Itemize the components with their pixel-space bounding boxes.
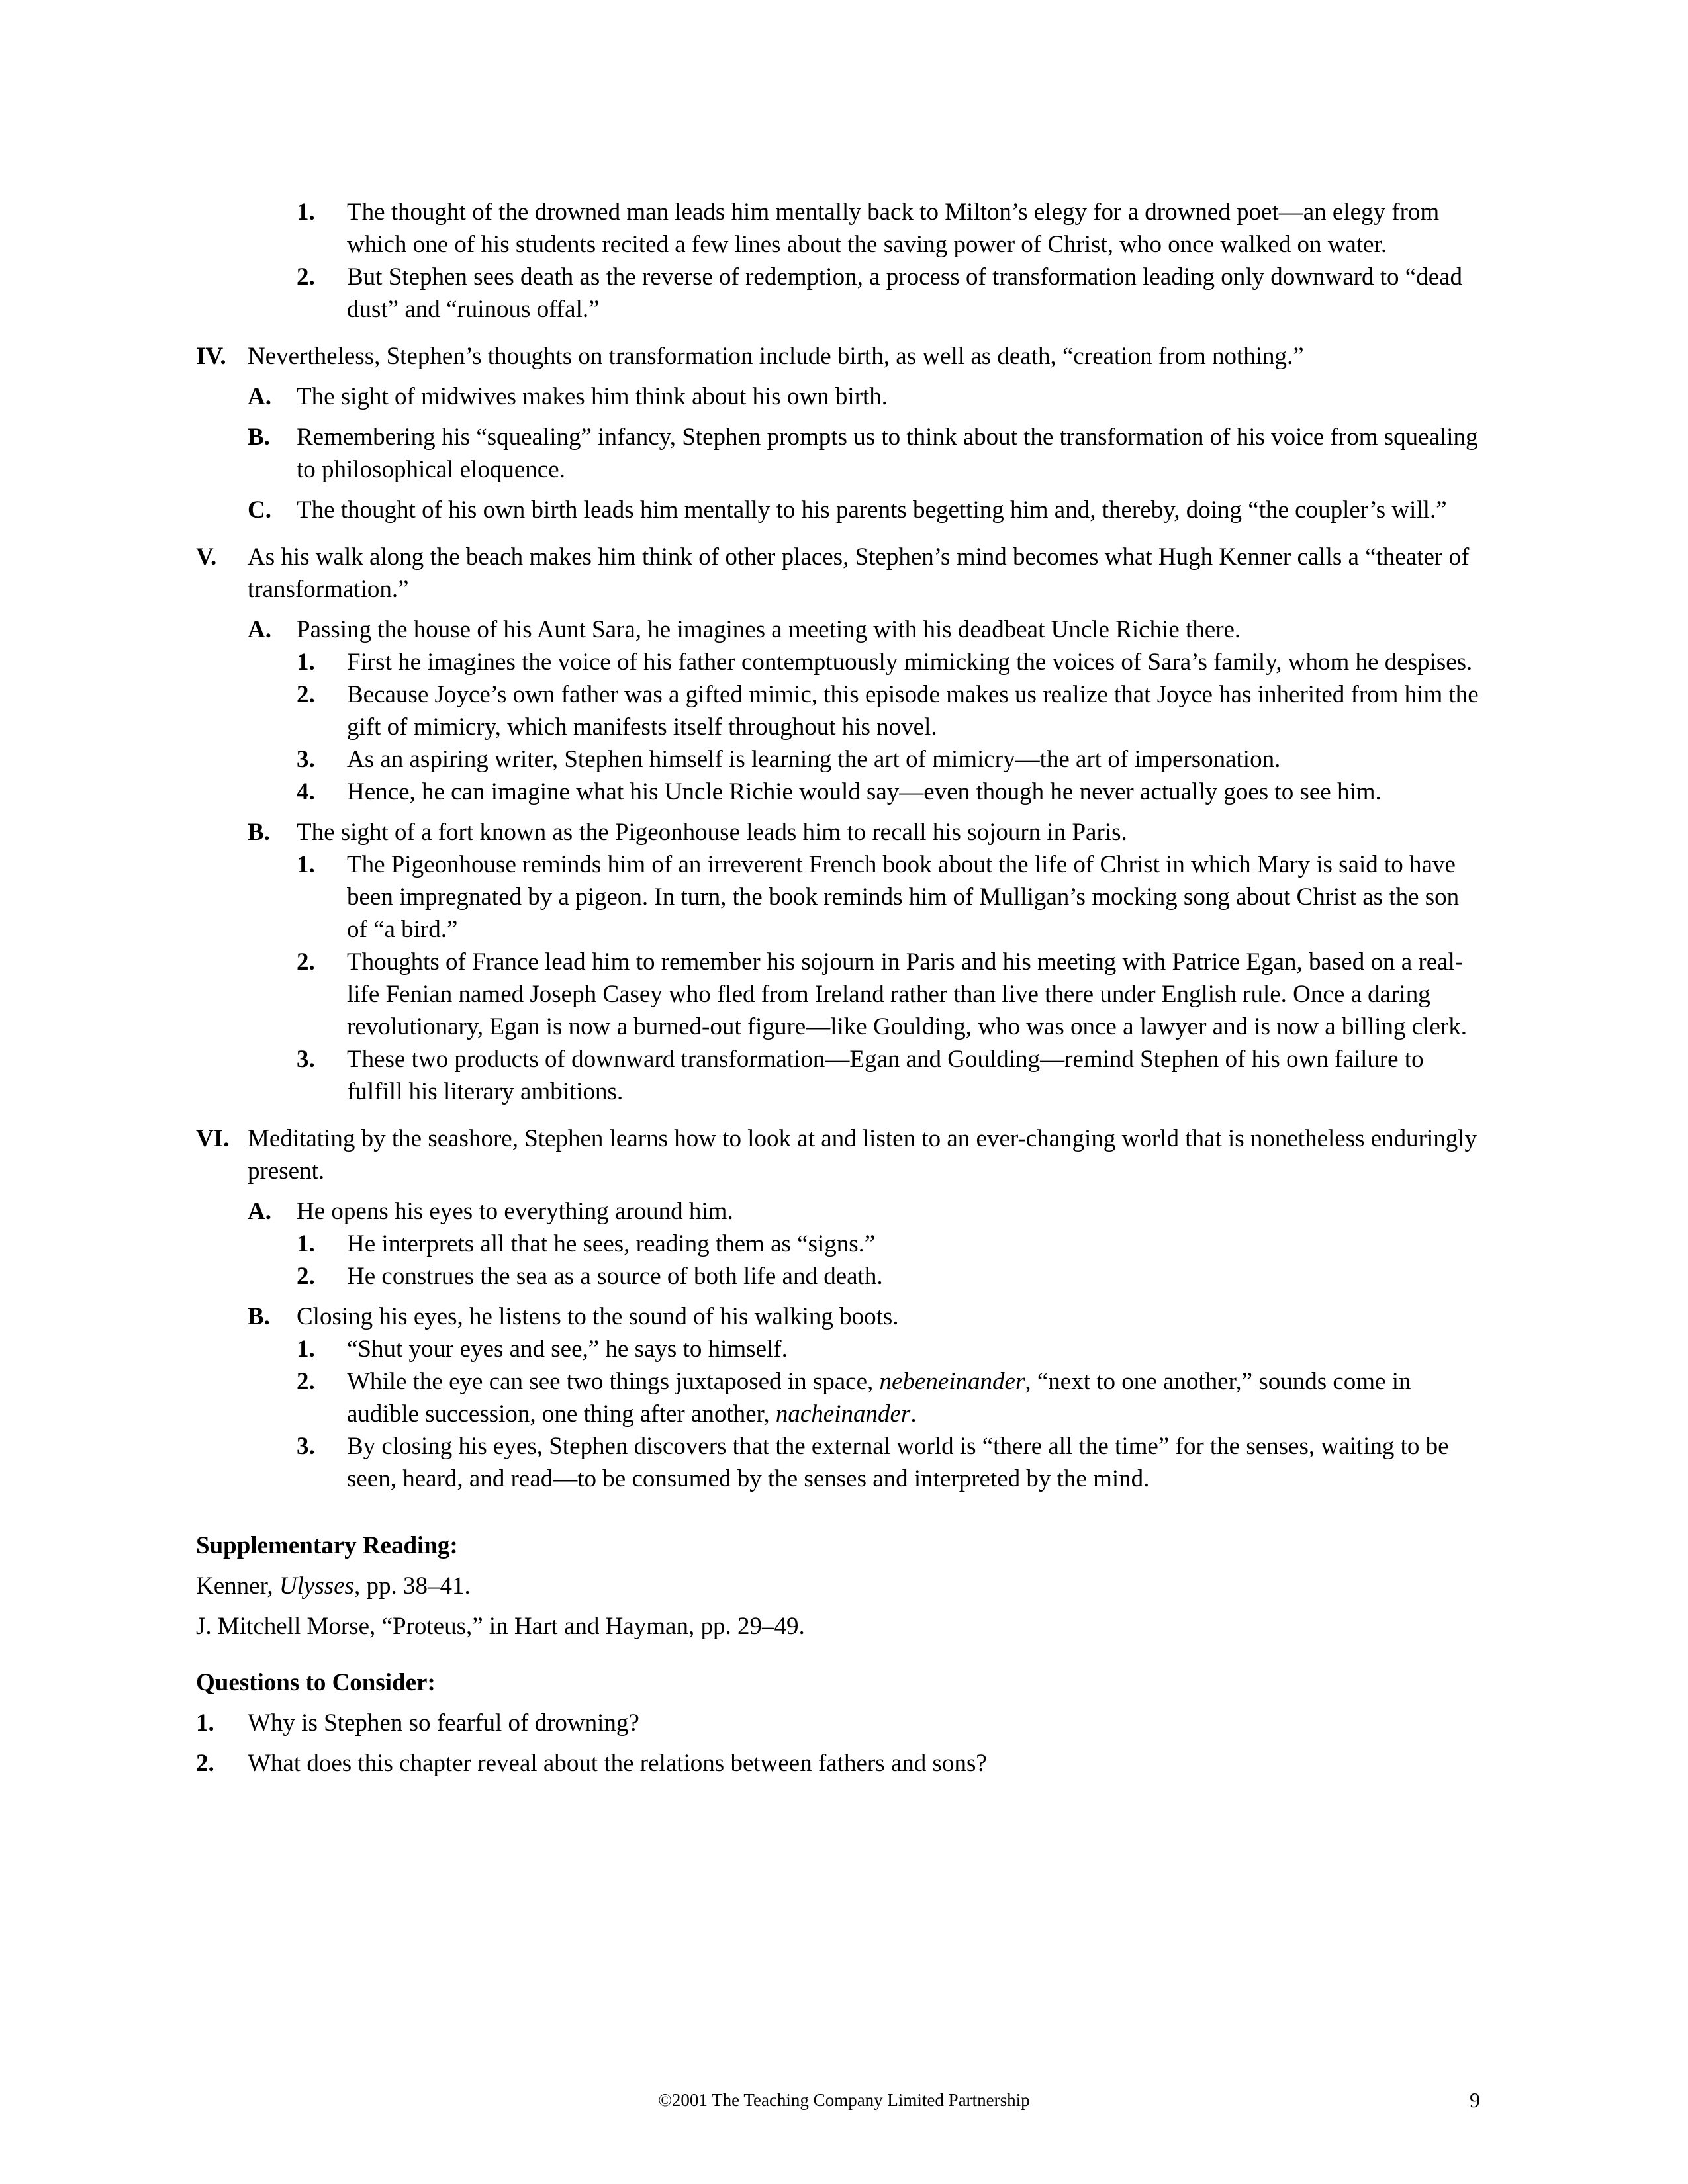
outline-text	[347, 1365, 1480, 1430]
text-run: J. Mitchell Morse, “Proteus,” in Hart and Hayman, pp. 29–49.	[196, 1613, 805, 1640]
outline-item	[196, 340, 1480, 373]
outline-text: The sight of a fort known as the Pigeonhouse leads him to recall his sojourn in Paris.	[297, 819, 1127, 846]
outline-item	[196, 1333, 1480, 1365]
outline-item	[196, 1228, 1480, 1260]
outline-label: 2.	[297, 263, 315, 291]
outline-item	[196, 946, 1480, 1043]
outline-text: Nevertheless, Stephen’s thoughts on transformation include birth, as well as death, “creation from nothing.”	[248, 343, 1304, 370]
outline-text: First he imagines the voice of his father contemptuously mimicking the voices of Sara’s family, whom he despises.	[347, 649, 1473, 676]
outline-item	[196, 196, 1480, 261]
outline-label: A.	[248, 383, 271, 410]
outline-label: 1.	[297, 1336, 315, 1363]
italic-term: nebeneinander	[879, 1368, 1025, 1395]
outline-text: The thought of the drowned man leads him mentally back to Milton’s elegy for a drowned poet—an elegy from which one of his students recited a few lines about the saving power of Christ, who once walked on water.	[347, 199, 1440, 258]
page-content	[196, 196, 1480, 1780]
outline-text: As his walk along the beach makes him think of other places, Stephen’s mind becomes what Hugh Kenner calls a “theater of transformation.”	[248, 543, 1470, 603]
questions-heading: Questions to Consider:	[196, 1669, 436, 1696]
outline-text: But Stephen sees death as the reverse of redemption, a process of transformation leading only downward to “dead dust” and “ruinous offal.”	[347, 263, 1463, 323]
outline-label: B.	[248, 1303, 270, 1330]
outline-text: “Shut your eyes and see,” he says to himself.	[347, 1336, 788, 1363]
outline-text: Because Joyce’s own father was a gifted mimic, this episode makes us realize that Joyce has inherited from him the gift of mimicry, which manifests itself throughout his novel.	[347, 681, 1479, 741]
italic-term: nacheinander	[775, 1400, 911, 1428]
outline-item	[196, 494, 1480, 526]
reading-entry	[196, 1610, 1480, 1643]
question-number: 2.	[196, 1750, 214, 1777]
outline-label: B.	[248, 819, 270, 846]
outline-label: V.	[196, 543, 217, 570]
question-item	[196, 1747, 1480, 1780]
outline-text: These two products of downward transformation—Egan and Goulding—remind Stephen of his own failure to fulfill his literary ambitions.	[347, 1046, 1424, 1105]
outline-item	[196, 678, 1480, 743]
question-number: 1.	[196, 1709, 214, 1737]
outline-label: 2.	[297, 681, 315, 708]
outline-label: 3.	[297, 1433, 315, 1460]
outline-label: 2.	[297, 948, 315, 976]
outline-text: Remembering his “squealing” infancy, Stephen prompts us to think about the transformation of his voice from squealing to philosophical eloquence.	[297, 424, 1478, 483]
outline-label: 1.	[297, 1230, 315, 1257]
outline-label: A.	[248, 616, 271, 643]
outline-item	[196, 1365, 1480, 1430]
footer-copyright: ©2001 The Teaching Company Limited Partnership	[658, 2090, 1030, 2110]
questions-list	[196, 1707, 1480, 1780]
outline-text: He interprets all that he sees, reading them as “signs.”	[347, 1230, 876, 1257]
question-item	[196, 1707, 1480, 1739]
reading-entry	[196, 1570, 1480, 1602]
text-run: , “next to one another,” sounds come in audible succession, one thing after another,	[347, 1368, 1411, 1428]
outline-item	[196, 1195, 1480, 1228]
outline-label: 3.	[297, 1046, 315, 1073]
outline-item	[196, 1430, 1480, 1495]
outline-label: 2.	[297, 1263, 315, 1290]
outline-item	[196, 743, 1480, 776]
outline-item	[196, 646, 1480, 678]
italic-term: Ulysses	[279, 1572, 354, 1600]
outline-label: A.	[248, 1198, 271, 1225]
outline-label: B.	[248, 424, 270, 451]
outline-text: He construes the sea as a source of both life and death.	[347, 1263, 883, 1290]
outline-label: C.	[248, 496, 271, 523]
outline-item	[196, 541, 1480, 606]
outline-item	[196, 816, 1480, 848]
supplementary-reading-heading: Supplementary Reading:	[196, 1532, 458, 1559]
lecture-outline	[196, 196, 1480, 1495]
outline-item	[196, 614, 1480, 646]
question-text: Why is Stephen so fearful of drowning?	[248, 1709, 639, 1737]
outline-item	[196, 261, 1480, 326]
page-number: 9	[1470, 2088, 1480, 2112]
outline-label: 1.	[297, 199, 315, 226]
outline-item	[196, 381, 1480, 413]
question-text: What does this chapter reveal about the relations between fathers and sons?	[248, 1750, 987, 1777]
outline-text: The thought of his own birth leads him mentally to his parents begetting him and, thereby, doing “the coupler’s will.”	[297, 496, 1447, 523]
outline-label: 4.	[297, 778, 315, 805]
text-run: .	[910, 1400, 917, 1428]
outline-item	[196, 1260, 1480, 1293]
outline-item	[196, 421, 1480, 486]
outline-item	[196, 1122, 1480, 1187]
outline-label: 2.	[297, 1368, 315, 1395]
text-run: Kenner,	[196, 1572, 279, 1600]
text-run: While the eye can see two things juxtaposed in space,	[347, 1368, 880, 1395]
outline-label: 1.	[297, 851, 315, 878]
outline-label: IV.	[196, 343, 226, 370]
text-run: , pp. 38–41.	[353, 1572, 471, 1600]
outline-item	[196, 1300, 1480, 1333]
outline-label: VI.	[196, 1125, 230, 1152]
outline-item	[196, 848, 1480, 946]
outline-text: As an aspiring writer, Stephen himself is learning the art of mimicry—the art of impersonation.	[347, 746, 1281, 773]
outline-item	[196, 1043, 1480, 1108]
outline-text: The sight of midwives makes him think about his own birth.	[297, 383, 888, 410]
outline-label: 1.	[297, 649, 315, 676]
outline-text: Meditating by the seashore, Stephen learns how to look at and listen to an ever-changing world that is nonetheless enduringly present.	[248, 1125, 1477, 1185]
supplementary-reading-list	[196, 1570, 1480, 1643]
outline-text: He opens his eyes to everything around him.	[297, 1198, 733, 1225]
outline-text: Thoughts of France lead him to remember his sojourn in Paris and his meeting with Patrice Egan, based on a real-life Fenian named Joseph Casey who fled from Ireland rather than live there under English rule. Once a daring revolutionary, Egan is now a burned-out figure—like Goulding, who was once a lawyer and is now a billing clerk.	[347, 948, 1467, 1040]
outline-text: The Pigeonhouse reminds him of an irreverent French book about the life of Christ in which Mary is said to have been impregnated by a pigeon. In turn, the book reminds him of Mulligan’s mocking song about Christ as the son of “a bird.”	[347, 851, 1460, 943]
outline-text: Passing the house of his Aunt Sara, he imagines a meeting with his deadbeat Uncle Richie there.	[297, 616, 1241, 643]
outline-label: 3.	[297, 746, 315, 773]
outline-text: Hence, he can imagine what his Uncle Richie would say—even though he never actually goes to see him.	[347, 778, 1382, 805]
outline-item	[196, 776, 1480, 808]
outline-text: Closing his eyes, he listens to the sound of his walking boots.	[297, 1303, 899, 1330]
outline-text: By closing his eyes, Stephen discovers that the external world is “there all the time” for the senses, waiting to be seen, heard, and read—to be consumed by the senses and interpreted by the mind.	[347, 1433, 1449, 1492]
